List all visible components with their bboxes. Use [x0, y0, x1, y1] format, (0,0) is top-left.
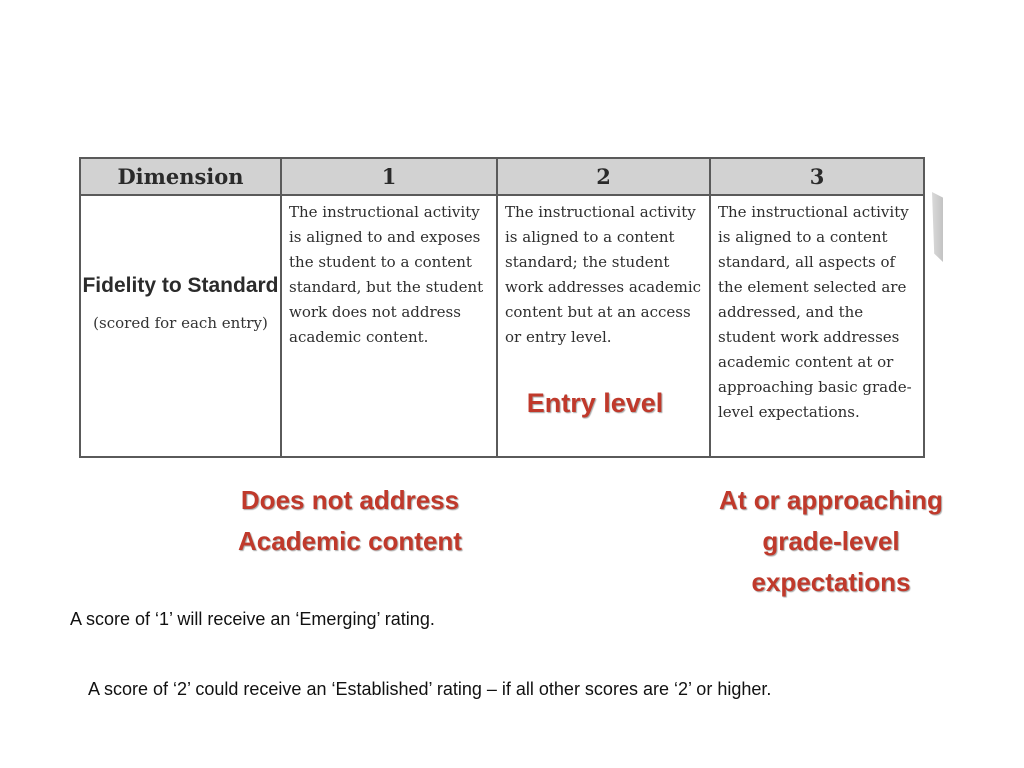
rubric-header-row	[80, 158, 924, 195]
at-or-approaching-label: At or approaching grade-level expectations	[719, 485, 943, 597]
header-score-2: 2	[497, 158, 710, 195]
dimension-cell	[80, 195, 281, 457]
header-score-1: 1	[281, 158, 497, 195]
dimension-name: Fidelity to Standard	[82, 274, 279, 297]
descriptor-cell-3	[710, 195, 924, 457]
rubric-table	[79, 157, 925, 458]
descriptor-cell-1	[281, 195, 497, 457]
does-not-address-label: Does not address Academic content	[238, 485, 462, 556]
rubric-row-fidelity	[80, 195, 924, 457]
score-1-note: A score of ‘1’ will receive an ‘Emerging’ rating.	[70, 609, 435, 629]
dimension-note: (scored for each entry)	[93, 314, 268, 332]
descriptor-3: The instructional activity is aligned to a content standard, all aspects of the element selected are addressed, and the student work addresses academic content at or approaching basic grade-level expectations.	[718, 203, 912, 421]
score-2-note: A score of ‘2’ could receive an ‘Established’ rating – if all other scores are ‘2’ or higher.	[88, 679, 772, 699]
descriptor-2: The instructional activity is aligned to a content standard; the student work addresses academic content but at an access or entry level.	[505, 203, 702, 346]
descriptor-1: The instructional activity is aligned to and exposes the student to a content standard, but the student work does not address academic content.	[289, 203, 484, 346]
header-dimension: Dimension	[80, 158, 281, 195]
entry-level-label: Entry level	[526, 388, 664, 418]
header-score-3: 3	[710, 158, 924, 195]
